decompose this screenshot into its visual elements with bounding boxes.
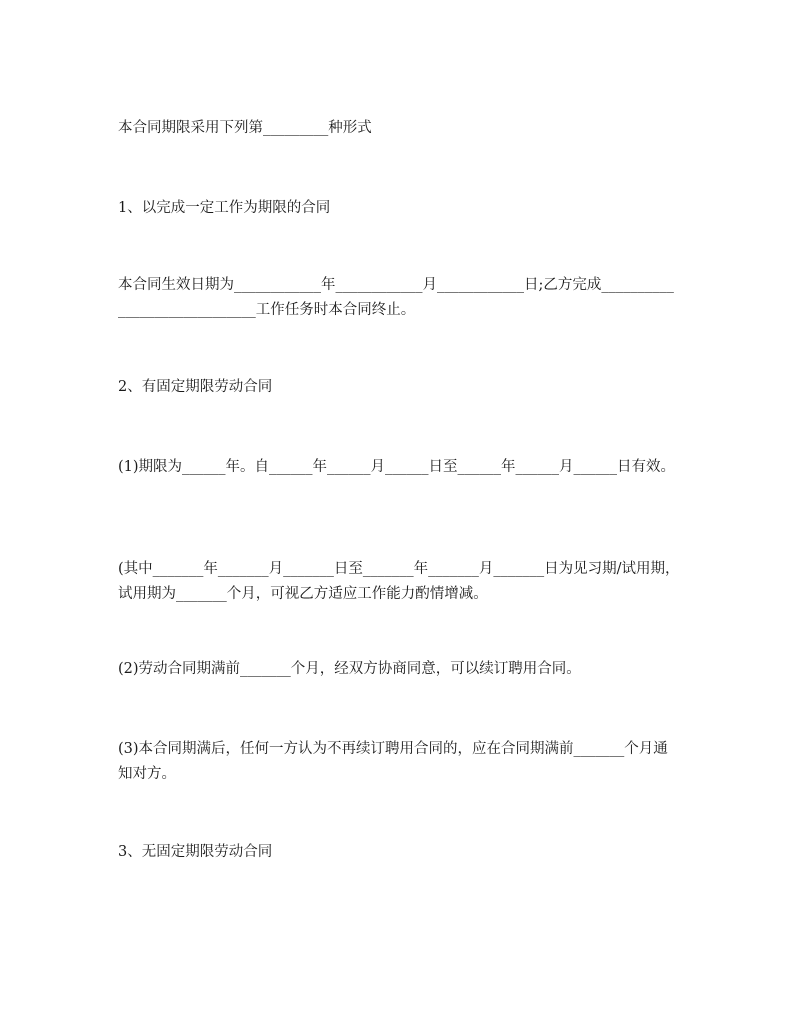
non-renewal-notice-clause: (3)本合同期满后，任何一方认为不再续订聘用合同的，应在合同期满前_______个月通知对方。 [118, 741, 668, 782]
probation-period-clause: (其中_______年_______月_______日至_______年_______月_______日为见习期/试用期，试用期为_______个月，可视乙方适应工作能力酌情增减。 [118, 561, 680, 602]
effective-date-clause: 本合同生效日期为____________年____________月____________日;乙方完成_____________________________工作任务时本合同终止。 [118, 277, 674, 318]
term-duration-clause: (1)期限为______年。自______年______月______日至______年______月______日有效。 [118, 459, 676, 475]
section-1-heading: 1、以完成一定工作为期限的合同 [118, 200, 331, 216]
contract-term-form-clause: 本合同期限采用下列第_________种形式 [118, 120, 372, 136]
section-3-heading: 3、无固定期限劳动合同 [118, 844, 273, 860]
section-2-heading: 2、有固定期限劳动合同 [118, 379, 273, 395]
renewal-clause: (2)劳动合同期满前_______个月，经双方协商同意，可以续订聘用合同。 [118, 661, 581, 677]
